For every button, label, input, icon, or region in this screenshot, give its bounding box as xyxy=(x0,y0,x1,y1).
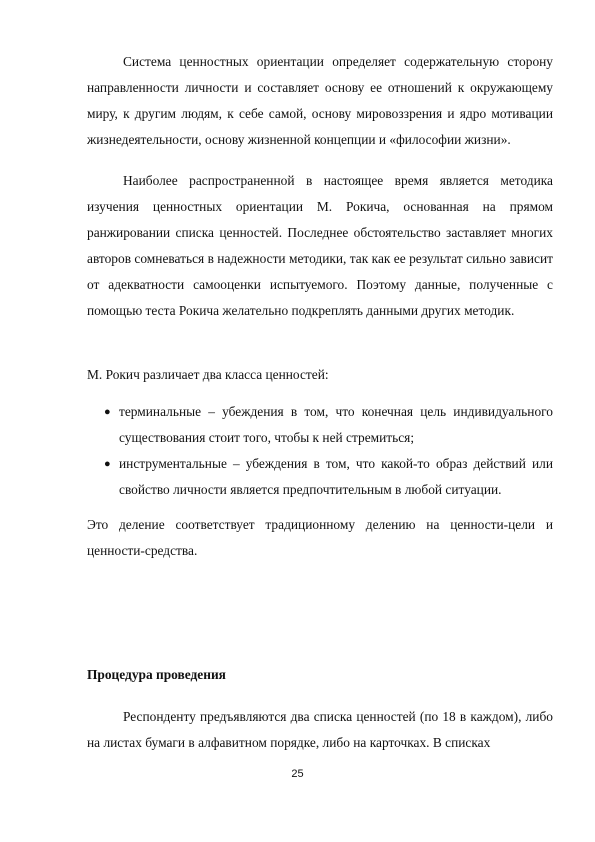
page-number: 25 xyxy=(291,768,304,780)
paragraph-two-classes: М. Рокич различает два класса ценностей: xyxy=(87,367,329,382)
bullet-icon: ● xyxy=(104,406,111,418)
paragraph-procedure: Респонденту предъявляются два списка ценностей (по 18 в каждом), либо на листах бумаги в алфавитном порядке, либо на карточках. В списках xyxy=(87,709,553,750)
list-item xyxy=(87,399,553,451)
bullet-icon: ● xyxy=(104,458,111,470)
list-item-text: инструментальные – убеждения в том, что какой-то образ действий или свойство личности является предпочтительным в любой ситуации. xyxy=(119,456,553,497)
paragraph-rokeach-method: Наиболее распространенной в настоящее время является методика изучения ценностных ориентации М. Рокича, основанная на прямом ранжировании списка ценностей. Последнее обстоятельство заставляет многих авторов сомневаться в надежности методики, так как ее результат сильно зависит от адекватности самооценки испытуемого. Поэтому данные, полученные с помощью теста Рокича желательно подкреплять данными других методик. xyxy=(87,173,553,318)
paragraph-value-orientations: Система ценностных ориентации определяет содержательную сторону направленности личности и составляет основу ее отношений к окружающему миру, к другим людям, к себе самой, основу мировоззрения и ядро мотивации жизнедеятельности, основу жизненной концепции и «философии жизни». xyxy=(87,54,553,147)
section-heading: Процедура проведения xyxy=(87,667,226,682)
value-classes-list xyxy=(87,399,553,503)
paragraph-division: Это деление соответствует традиционному делению на ценности-цели и ценности-средства. xyxy=(87,517,553,558)
list-item xyxy=(87,451,553,503)
list-item-text: терминальные – убеждения в том, что конечная цель индивидуального существования стоит того, чтобы к ней стремиться; xyxy=(119,404,553,445)
